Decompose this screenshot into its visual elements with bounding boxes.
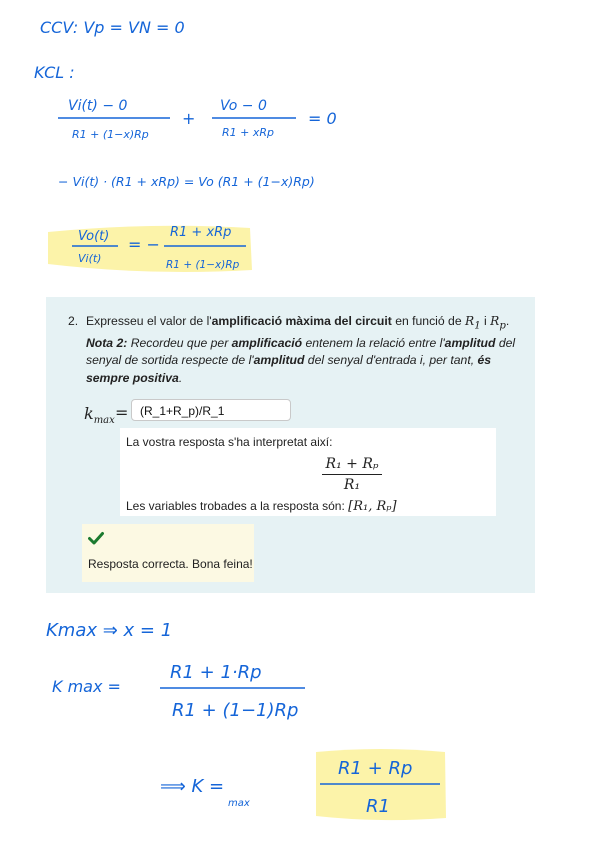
answer-label-sub: max xyxy=(93,415,115,427)
eq1-rhs: = 0 xyxy=(308,109,337,128)
kmax-num: R1 + 1·Rp xyxy=(170,662,262,683)
interpretation-intro: La vostra resposta s'ha interpretat així: xyxy=(126,435,333,449)
eq1-num-right: Vo − 0 xyxy=(220,98,267,114)
q-part-italic: del senyal d'entrada i, per tant, xyxy=(304,353,478,368)
answer-input[interactable]: (R_1+R_p)/R_1 xyxy=(131,399,291,421)
eq3-num-right: R1 + xRp xyxy=(170,225,232,240)
question-text xyxy=(68,313,518,387)
eq1-den-left: R1 + (1−x)Rp xyxy=(72,128,149,141)
eq2: − Vi(t) · (R1 + xRp) = Vo (R1 + (1−x)Rp) xyxy=(58,174,315,189)
eq3-den-left: Vi(t) xyxy=(78,252,102,265)
final-num: R1 + Rp xyxy=(338,758,413,779)
q-part: en funció de xyxy=(391,314,465,328)
final-den: R1 xyxy=(366,796,390,817)
q-part-italic: . xyxy=(178,370,183,385)
eq3-num-left: Vo(t) xyxy=(78,229,110,244)
q-part-italic: entenem la relació entre l' xyxy=(302,335,445,350)
q-part: i xyxy=(480,314,491,328)
question-body xyxy=(86,313,518,387)
var-rp-sub: p xyxy=(499,320,506,332)
answer-label xyxy=(84,404,115,426)
kmax-eq-lhs: K max = xyxy=(52,677,121,696)
interpreted-fraction xyxy=(322,456,382,493)
interpreted-numerator: R₁ + Rₚ xyxy=(322,456,382,475)
var-rp: R xyxy=(490,314,500,328)
q-part: Expresseu el valor de l' xyxy=(86,314,212,328)
kcl-label: KCL : xyxy=(34,63,75,82)
eq1-den-right: R1 + xRp xyxy=(222,126,274,139)
answer-label-k: k xyxy=(84,404,94,423)
kmax-condition: Kmax ⇒ x = 1 xyxy=(46,620,173,641)
q-part-bold: amplificació màxima del circuit xyxy=(211,314,392,328)
var-r1-sub: 1 xyxy=(474,320,481,332)
eq3-den-right: R1 + (1−x)Rp xyxy=(166,259,240,271)
kmax-den: R1 + (1−1)Rp xyxy=(172,700,299,721)
q-part-bold-italic: amplitud xyxy=(444,335,496,350)
eq1-num-left: Vi(t) − 0 xyxy=(68,98,128,114)
ccv-condition: CCV: Vp = VN = 0 xyxy=(40,18,185,37)
eq1-plus: + xyxy=(182,109,196,128)
q-part-bold-italic: Nota 2: xyxy=(86,335,128,350)
answer-equals: = xyxy=(115,403,129,422)
q-part-italic: Recordeu que per xyxy=(127,335,232,350)
question-number: 2. xyxy=(68,314,79,328)
variables-line xyxy=(126,499,397,514)
var-r1: R xyxy=(465,314,475,328)
q-part: . xyxy=(505,314,510,328)
check-icon xyxy=(88,530,104,546)
feedback-box xyxy=(82,524,254,582)
variables-list: [R₁, Rₚ] xyxy=(348,499,397,514)
eq3-mid: = − xyxy=(128,235,160,254)
interpreted-denominator: R₁ xyxy=(343,477,361,493)
q-part-bold-italic: amplitud xyxy=(253,353,305,368)
feedback-message: Resposta correcta. Bona feina! xyxy=(88,557,253,571)
q-part-bold-italic: amplificació xyxy=(231,335,303,350)
interpretation-box xyxy=(120,428,496,516)
q-part-bold-italic: és sempre positiva xyxy=(86,353,492,385)
variables-label: Les variables trobades a la resposta són: xyxy=(126,499,349,513)
question-card xyxy=(46,297,535,593)
final-lhs: ⟹ K = xyxy=(160,776,225,797)
q-part-italic: del senyal de sortida respecte de l' xyxy=(86,335,516,368)
final-sub: max xyxy=(228,798,250,809)
